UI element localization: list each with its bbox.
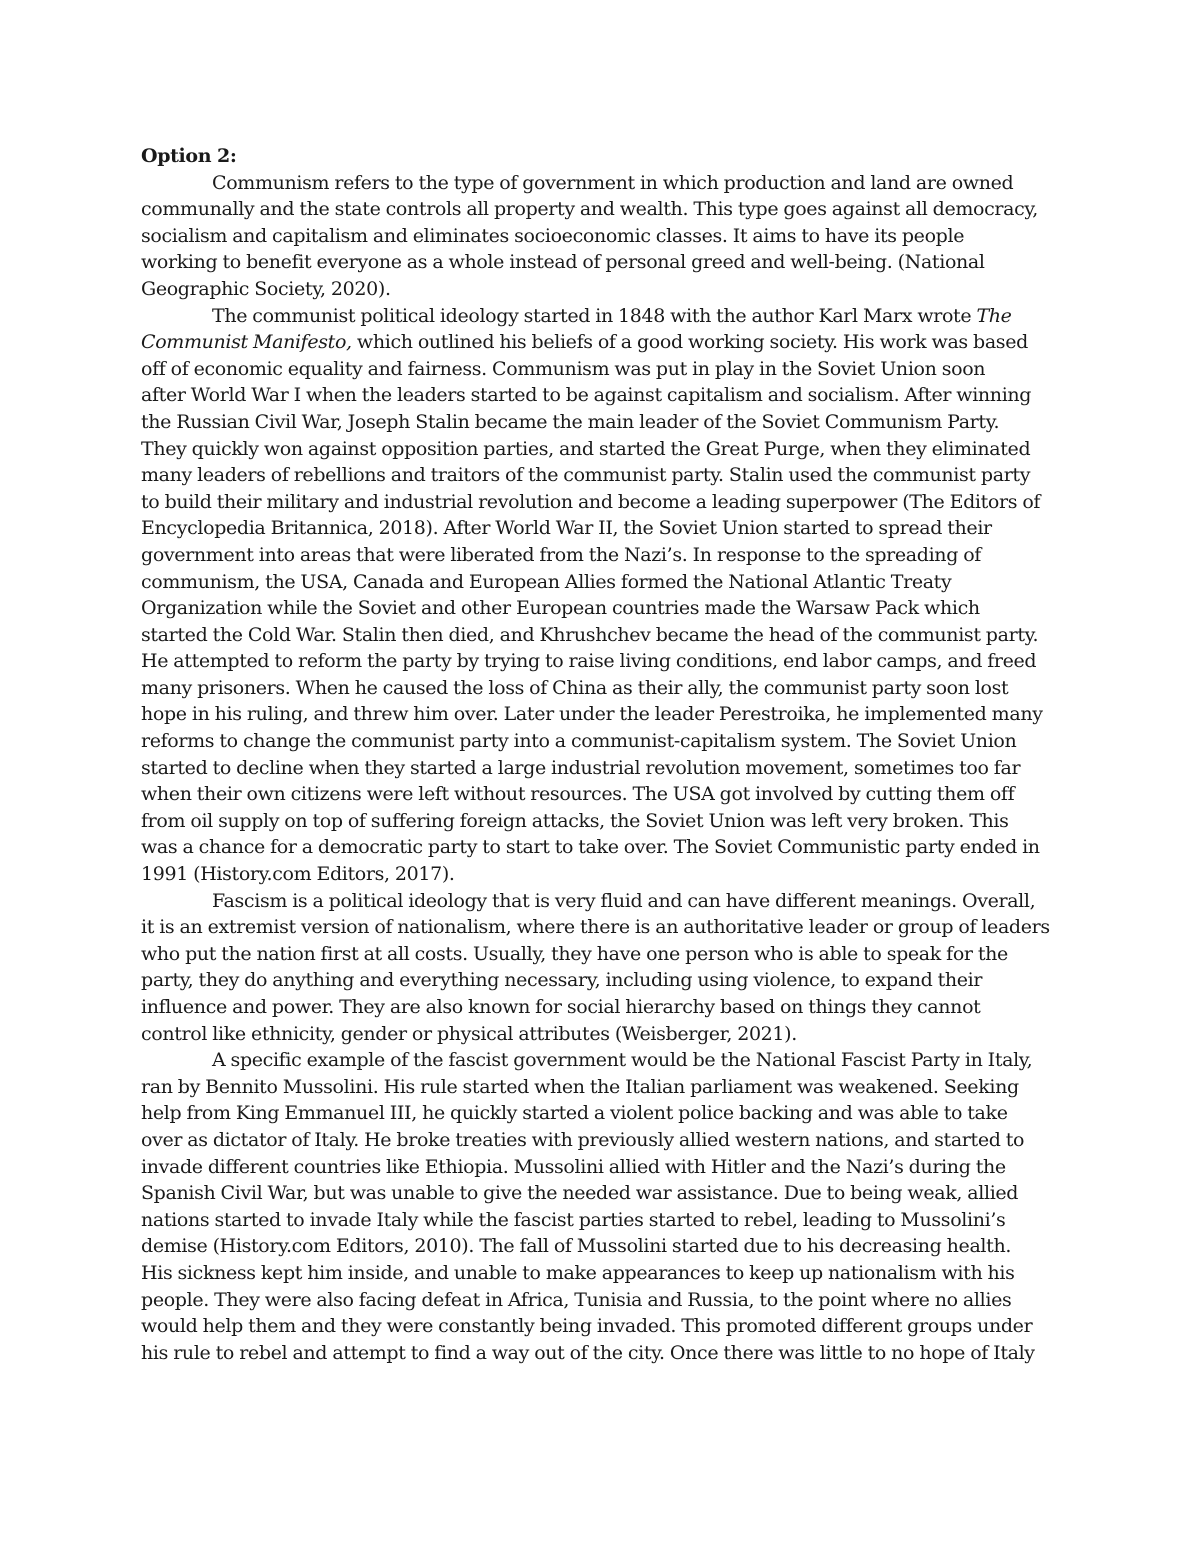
text-line: started to decline when they started a large industrial revolution movement, sometimes too far xyxy=(141,756,1021,779)
paragraph-communism-definition xyxy=(141,170,1066,303)
text-line: many leaders of rebellions and traitors of the communist party. Stalin used the communist party xyxy=(141,464,1031,487)
text-line: Spanish Civil War, but was unable to give the needed war assistance. Due to being weak, allied xyxy=(141,1182,1019,1205)
text-line: Organization while the Soviet and other European countries made the Warsaw Pack which xyxy=(141,597,980,620)
text-line: hope in his ruling, and threw him over. Later under the leader Perestroika, he implemented many xyxy=(141,703,1043,726)
text-line: the Russian Civil War, Joseph Stalin became the main leader of the Soviet Communism Party. xyxy=(141,410,1000,433)
text-line: his rule to rebel and attempt to find a way out of the city. Once there was little to no hope of Italy xyxy=(141,1341,1035,1364)
text-line: started the Cold War. Stalin then died, and Khrushchev became the head of the communist party. xyxy=(141,623,1039,646)
text-line: government into areas that were liberated from the Nazi’s. In response to the spreading of xyxy=(141,543,981,566)
text-line: help from King Emmanuel III, he quickly started a violent police backing and was able to take xyxy=(141,1102,1008,1125)
text-line: Geographic Society, 2020). xyxy=(141,277,391,300)
text-line: over as dictator of Italy. He broke treaties with previously allied western nations, and started to xyxy=(141,1128,1025,1151)
text-line: nations started to invade Italy while the fascist parties started to rebel, leading to Mussolini’s xyxy=(141,1208,1006,1231)
text-line: from oil supply on top of suffering foreign attacks, the Soviet Union was left very broken. This xyxy=(141,809,1009,832)
text-line: people. They were also facing defeat in Africa, Tunisia and Russia, to the point where no allies xyxy=(141,1288,1012,1311)
text-line: after World War I when the leaders started to be against capitalism and socialism. After winning xyxy=(141,384,1032,407)
text-line: to build their military and industrial revolution and become a leading superpower (The Editors of xyxy=(141,490,1041,513)
section-heading: Option 2: xyxy=(141,145,237,167)
text-line: socialism and capitalism and eliminates socioeconomic classes. It aims to have its people xyxy=(141,224,965,247)
text-line: would help them and they were constantly being invaded. This promoted different groups under xyxy=(141,1315,1033,1338)
text-segment: which outlined his beliefs of a good working society. His work was based xyxy=(351,331,1028,354)
text-line: 1991 (History.com Editors, 2017). xyxy=(141,863,455,886)
text-line: it is an extremist version of nationalism, where there is an authoritative leader or group of leaders xyxy=(141,916,1050,939)
text-line: communism, the USA, Canada and European Allies formed the National Atlantic Treaty xyxy=(141,570,952,593)
text-line: ran by Bennito Mussolini. His rule started when the Italian parliament was weakened. Seeking xyxy=(141,1075,1019,1098)
text-line: Communism refers to the type of government in which production and land are owned xyxy=(212,171,1014,194)
text-line: control like ethnicity, gender or physical attributes (Weisberger, 2021). xyxy=(141,1022,797,1045)
text-line: influence and power. They are also known for social hierarchy based on things they cannot xyxy=(141,996,981,1018)
text-line: was a chance for a democratic party to start to take over. The Soviet Communistic party ended in xyxy=(141,836,1040,859)
text-line: off of economic equality and fairness. Communism was put in play in the Soviet Union soon xyxy=(141,357,986,380)
text-line: They quickly won against opposition parties, and started the Great Purge, when they eliminated xyxy=(141,437,1031,460)
paragraph-fascism-definition xyxy=(141,888,1066,1048)
text-line xyxy=(141,329,1066,356)
text-line xyxy=(141,303,1066,330)
text-line: reforms to change the communist party into a communist-capitalism system. The Soviet Union xyxy=(141,730,1017,753)
text-line: communally and the state controls all property and wealth. This type goes against all democracy, xyxy=(141,198,1038,221)
book-title-italic: Communist Manifesto, xyxy=(141,331,352,354)
document-page xyxy=(141,143,1066,1366)
text-line: He attempted to reform the party by trying to raise living conditions, end labor camps, and freed xyxy=(141,650,1037,673)
text-line: many prisoners. When he caused the loss of China as their ally, the communist party soon lost xyxy=(141,676,1009,699)
paragraph-fascism-italy xyxy=(141,1047,1066,1366)
text-line: Encyclopedia Britannica, 2018). After World War II, the Soviet Union started to spread their xyxy=(141,517,992,540)
text-line: working to benefit everyone as a whole instead of personal greed and well-being. (National xyxy=(141,251,985,274)
text-line: when their own citizens were left without resources. The USA got involved by cutting them off xyxy=(141,783,1015,806)
paragraph-communism-history xyxy=(141,303,1066,888)
text-segment: The communist political ideology started in 1848 with the author Karl Marx wrote xyxy=(212,304,977,327)
text-line: His sickness kept him inside, and unable to make appearances to keep up nationalism with his xyxy=(141,1261,1015,1284)
text-line: party, they do anything and everything necessary, including using violence, to expand their xyxy=(141,969,983,992)
text-line: demise (History.com Editors, 2010). The fall of Mussolini started due to his decreasing health. xyxy=(141,1235,1012,1258)
book-title-italic: The xyxy=(976,304,1012,327)
text-line: who put the nation first at all costs. Usually, they have one person who is able to speak for the xyxy=(141,942,1008,965)
text-line: Fascism is a political ideology that is very fluid and can have different meanings. Overall, xyxy=(212,889,1036,912)
text-line: invade different countries like Ethiopia. Mussolini allied with Hitler and the Nazi’s during the xyxy=(141,1155,1006,1178)
text-line: A specific example of the fascist government would be the National Fascist Party in Italy, xyxy=(212,1049,1033,1072)
